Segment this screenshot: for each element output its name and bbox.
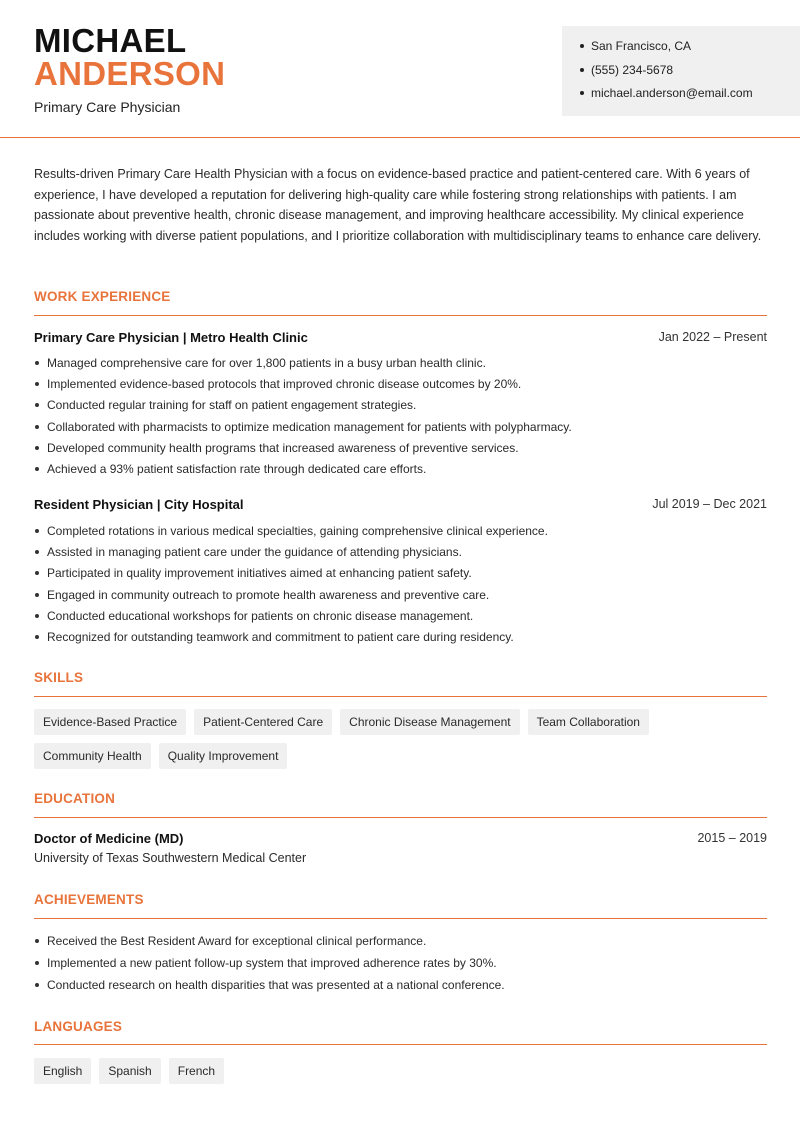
language-tag: French <box>169 1058 224 1084</box>
section-divider <box>34 315 767 316</box>
skill-tag: Quality Improvement <box>159 743 288 769</box>
language-tags <box>34 1058 774 1084</box>
work-experience-heading: WORK EXPERIENCE <box>34 289 171 304</box>
resume-header <box>0 0 800 138</box>
list-item: Conducted research on health disparities that was presented at a national conference. <box>34 977 774 999</box>
language-tag: Spanish <box>99 1058 160 1084</box>
skill-tag: Chronic Disease Management <box>340 709 519 735</box>
skill-tag: Patient-Centered Care <box>194 709 332 735</box>
achievement-bullets <box>34 933 774 999</box>
job-dates-2: Jul 2019 – Dec 2021 <box>652 497 767 511</box>
section-divider <box>34 696 767 697</box>
job-bullets-2 <box>34 523 774 650</box>
section-divider <box>34 918 767 919</box>
language-tag: English <box>34 1058 91 1084</box>
list-item: Developed community health programs that increased awareness of preventive services. <box>34 440 774 461</box>
list-item: Conducted regular training for staff on patient engagement strategies. <box>34 397 774 418</box>
education-heading: EDUCATION <box>34 791 116 806</box>
skill-tag: Community Health <box>34 743 151 769</box>
list-item: Participated in quality improvement initiatives aimed at enhancing patient safety. <box>34 565 774 586</box>
education-dates: 2015 – 2019 <box>697 831 767 845</box>
job-title-2: Resident Physician | City Hospital <box>34 497 244 512</box>
contact-location: San Francisco, CA <box>580 38 800 62</box>
skill-tag: Evidence-Based Practice <box>34 709 186 735</box>
list-item: Recognized for outstanding teamwork and commitment to patient care during residency. <box>34 629 774 650</box>
school-name: University of Texas Southwestern Medical Center <box>34 851 307 865</box>
contact-email: michael.anderson@email.com <box>580 85 800 109</box>
list-item: Collaborated with pharmacists to optimize medication management for patients with polypharmacy. <box>34 419 774 440</box>
list-item: Implemented a new patient follow-up system that improved adherence rates by 30%. <box>34 955 774 977</box>
contact-box <box>562 26 800 116</box>
summary-paragraph: Results-driven Primary Care Health Physician with a focus on evidence-based practice and patient-centered care. With 6 years of experience, I have developed a reputation for delivering high-quality care while fostering strong relationships with patients. I am passionate about preventive health, chronic disease management, and improving healthcare accessibility. My clinical experience includes working with diverse patient populations, and I prioritize collaboration with multidisciplinary teams to enhance care delivery. <box>34 167 762 243</box>
skills-tags <box>34 709 654 769</box>
list-item: Received the Best Resident Award for exceptional clinical performance. <box>34 933 774 955</box>
list-item: Completed rotations in various medical specialties, gaining comprehensive clinical experience. <box>34 523 774 544</box>
list-item: Conducted educational workshops for patients on chronic disease management. <box>34 608 774 629</box>
job-title-1: Primary Care Physician | Metro Health Clinic <box>34 330 308 345</box>
section-divider <box>34 817 767 818</box>
skills-heading: SKILLS <box>34 670 84 685</box>
list-item: Managed comprehensive care for over 1,800 patients in a busy urban health clinic. <box>34 355 774 376</box>
job-bullets-1 <box>34 355 774 482</box>
achievements-heading: ACHIEVEMENTS <box>34 892 144 907</box>
list-item: Implemented evidence-based protocols that improved chronic disease outcomes by 20%. <box>34 376 774 397</box>
list-item: Engaged in community outreach to promote health awareness and preventive care. <box>34 587 774 608</box>
list-item: Achieved a 93% patient satisfaction rate through dedicated care efforts. <box>34 461 774 482</box>
degree-title: Doctor of Medicine (MD) <box>34 831 184 846</box>
list-item: Assisted in managing patient care under the guidance of attending physicians. <box>34 544 774 565</box>
contact-phone: (555) 234-5678 <box>580 62 800 86</box>
languages-heading: LANGUAGES <box>34 1019 123 1034</box>
first-name: MICHAEL <box>34 22 187 59</box>
job-title: Primary Care Physician <box>34 99 181 115</box>
skill-tag: Team Collaboration <box>528 709 649 735</box>
job-dates-1: Jan 2022 – Present <box>658 330 767 344</box>
last-name: ANDERSON <box>34 55 226 92</box>
section-divider <box>34 1044 767 1045</box>
